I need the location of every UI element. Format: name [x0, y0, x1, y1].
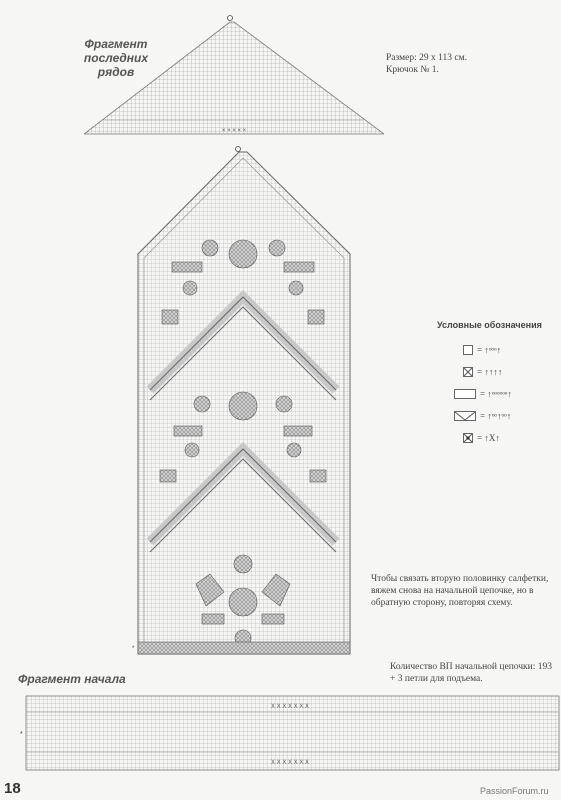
- start-heading: Фрагмент начала: [18, 672, 126, 686]
- legend-eq: = ↑X↑: [477, 433, 500, 443]
- hook-spec: Крючок № 1.: [386, 65, 439, 75]
- second-half-note: Чтобы связать вторую половинку салфетки, вяжем снова на начальной цепочке, но в обратную сторону, повторяя схему.: [371, 574, 549, 608]
- svg-text:X X X X X X X: X X X X X X X: [270, 704, 310, 710]
- long-rect-icon: [454, 389, 476, 399]
- last-rows-heading: Фрагмент последних рядов: [83, 37, 149, 79]
- legend-item-rect: [454, 389, 512, 399]
- svg-text:× × × × ×: × × × × ×: [221, 128, 247, 134]
- v-rect-icon: [454, 411, 476, 421]
- start-fragment-chart: [20, 692, 561, 772]
- empty-cell-icon: [463, 345, 473, 355]
- legend-eq: = ↑ᵒᵒ↑ᵒᵒ↑: [480, 411, 512, 421]
- last-rows-chart: [84, 12, 384, 136]
- legend-eq: = ↑ᵒᵒᵒ↑: [477, 345, 502, 355]
- chain-count-note: Количество ВП начальной цепочки: 193 + 3 петли для подъема.: [390, 662, 553, 684]
- legend-item-empty: [463, 345, 501, 355]
- x-cell-icon: [463, 367, 473, 377]
- legend-item-xdot: [463, 433, 500, 443]
- svg-text:*: *: [20, 731, 23, 738]
- size-spec: Размер: 29 х 113 см.: [386, 53, 467, 63]
- main-pattern-chart: [132, 144, 358, 664]
- legend-eq: = ↑↑↑↑: [477, 367, 503, 377]
- svg-text:*: *: [132, 646, 135, 652]
- x-dot-cell-icon: [463, 433, 473, 443]
- legend-eq: = ↑ᵒᵒᵒᵒᵒᵒ↑: [480, 389, 512, 399]
- watermark: PassionForum.ru: [480, 786, 549, 796]
- legend-item-x: [463, 367, 502, 377]
- legend-title: Условные обозначения: [437, 320, 542, 330]
- page-number: 18: [4, 780, 21, 797]
- legend-item-v: [454, 411, 511, 421]
- svg-text:X X X X X X X: X X X X X X X: [270, 760, 310, 766]
